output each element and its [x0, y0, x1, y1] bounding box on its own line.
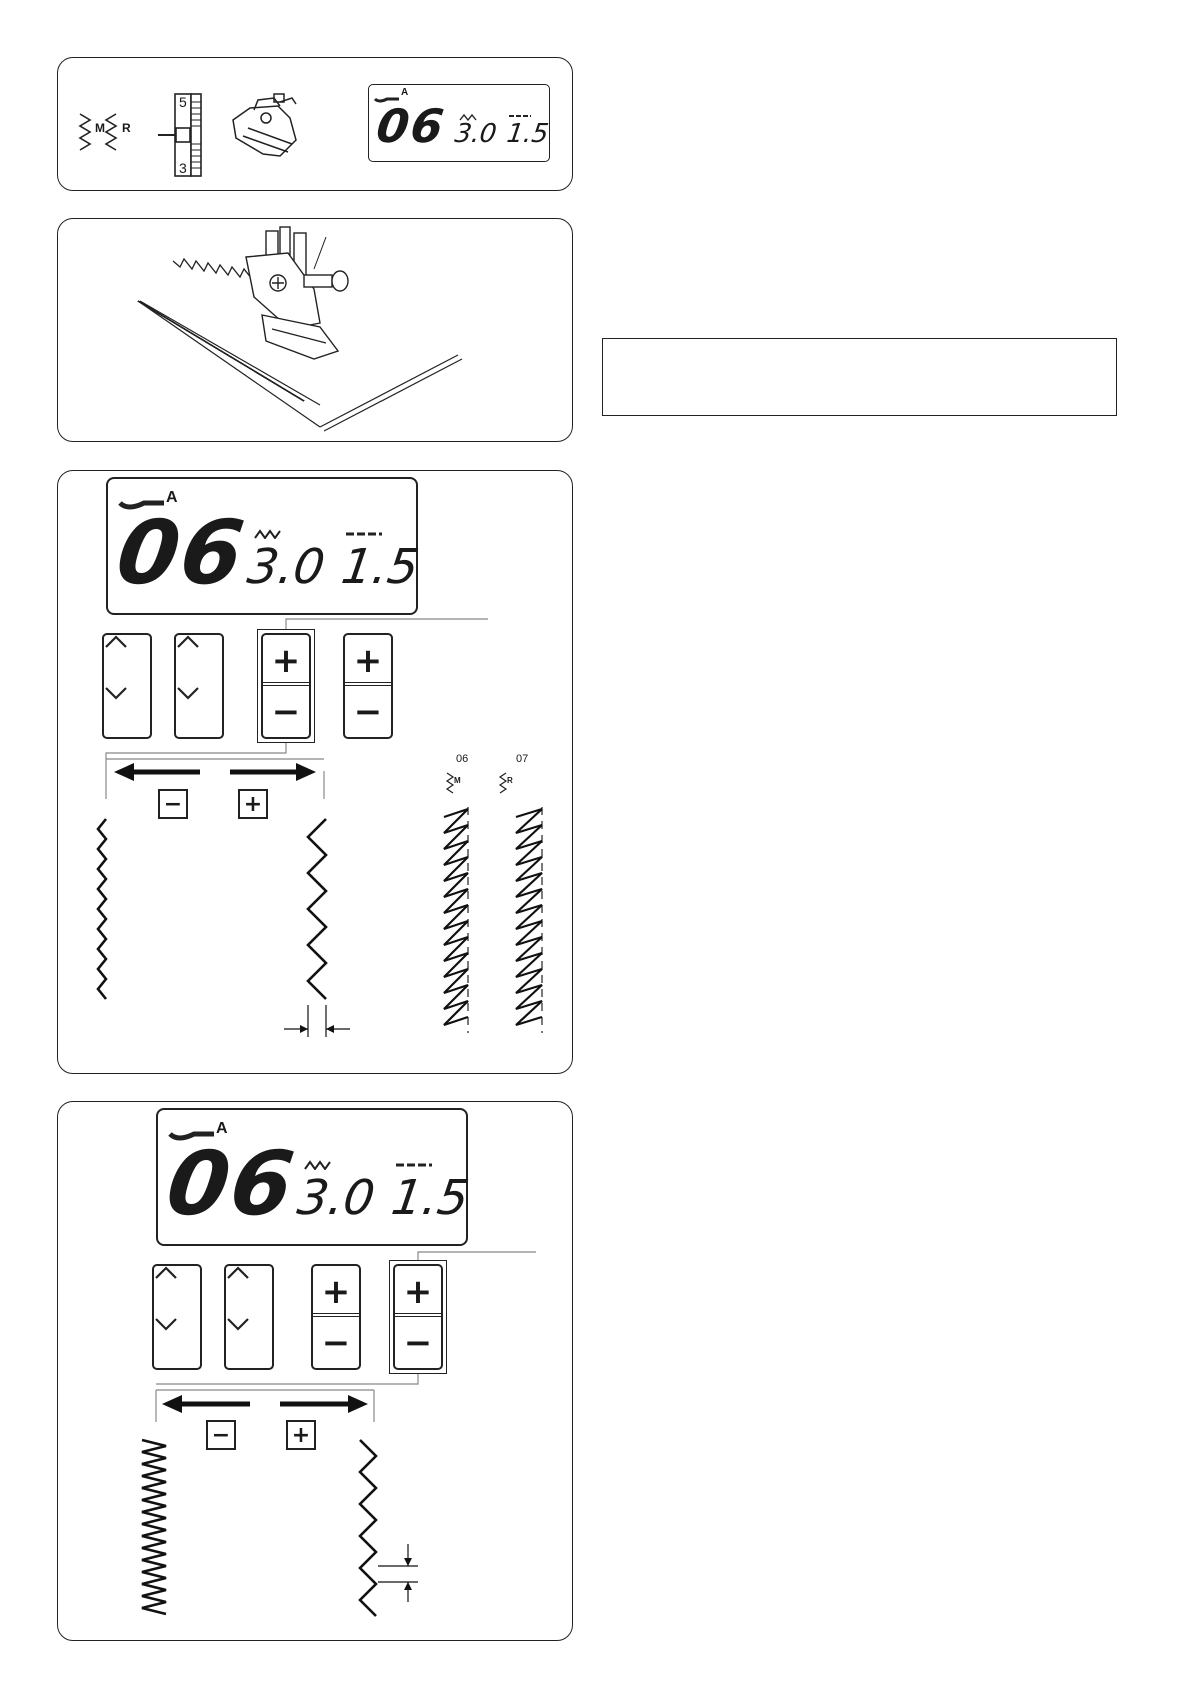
pattern-m-label: M [454, 776, 461, 785]
note-box [602, 338, 1117, 416]
lcd-mode: A [401, 87, 409, 98]
lcd-length-value: 1.5 [388, 1170, 473, 1226]
panel-sewing-illustration [57, 218, 573, 442]
lcd-mode: A [166, 489, 178, 506]
lcd-program-number: 06 [373, 99, 449, 153]
pattern-r-label: R [507, 776, 513, 785]
minus-key-icon: − [206, 1420, 236, 1450]
lcd-width-value: 3.0 [294, 1170, 379, 1226]
dial-bottom-number: 3 [179, 160, 187, 176]
lcd-width-value: 3.0 [244, 539, 329, 595]
width-plus-button[interactable]: + [271, 640, 301, 681]
panel-width-adjust [57, 470, 573, 1074]
arrow-right-icon [230, 763, 316, 781]
plus-key-icon: + [286, 1420, 316, 1450]
width-minus-button[interactable]: − [263, 682, 309, 737]
lcd-mode: A [216, 1120, 228, 1137]
pattern-07-label: 07 [516, 753, 529, 765]
pattern-m-label: M [95, 121, 105, 135]
sewing-foot-illustration [58, 219, 574, 443]
minus-key-icon: − [158, 789, 188, 819]
arrow-left-icon [162, 1395, 250, 1413]
arrow-left-icon [114, 763, 200, 781]
width-plus-button[interactable]: + [321, 1271, 351, 1312]
panel-pattern-settings [57, 57, 573, 191]
dense-zigzag-icon [142, 1440, 166, 1614]
length-minus-button[interactable]: − [345, 682, 391, 737]
pattern-06-label: 06 [456, 753, 469, 765]
lcd-length-value: 1.5 [338, 539, 423, 595]
dial-top-number: 5 [179, 94, 187, 110]
panel3-graphics [58, 471, 574, 1075]
sparse-zigzag-icon [360, 1440, 376, 1616]
arrow-right-icon [280, 1395, 368, 1413]
zigzag-m-icon [80, 114, 90, 150]
lcd-program-number: 06 [110, 501, 252, 604]
lcd-length-value: 1.5 [504, 119, 551, 149]
panel4-graphics [58, 1102, 574, 1642]
length-plus-button[interactable]: + [403, 1271, 433, 1312]
width-minus-button[interactable]: − [313, 1313, 359, 1368]
plus-key-icon: + [238, 789, 268, 819]
lcd-width-value: 3.0 [452, 119, 499, 149]
length-plus-button[interactable]: + [353, 640, 383, 681]
panel-length-adjust [57, 1101, 573, 1641]
narrow-zigzag-icon [98, 819, 106, 999]
pattern-r-label: R [122, 121, 131, 135]
presser-foot-icon [233, 94, 296, 156]
length-minus-button[interactable]: − [395, 1313, 441, 1368]
zigzag-r-icon [106, 114, 116, 150]
lcd-display-small [368, 84, 550, 162]
lcd-program-number: 06 [160, 1132, 302, 1235]
wide-zigzag-icon [308, 819, 326, 999]
